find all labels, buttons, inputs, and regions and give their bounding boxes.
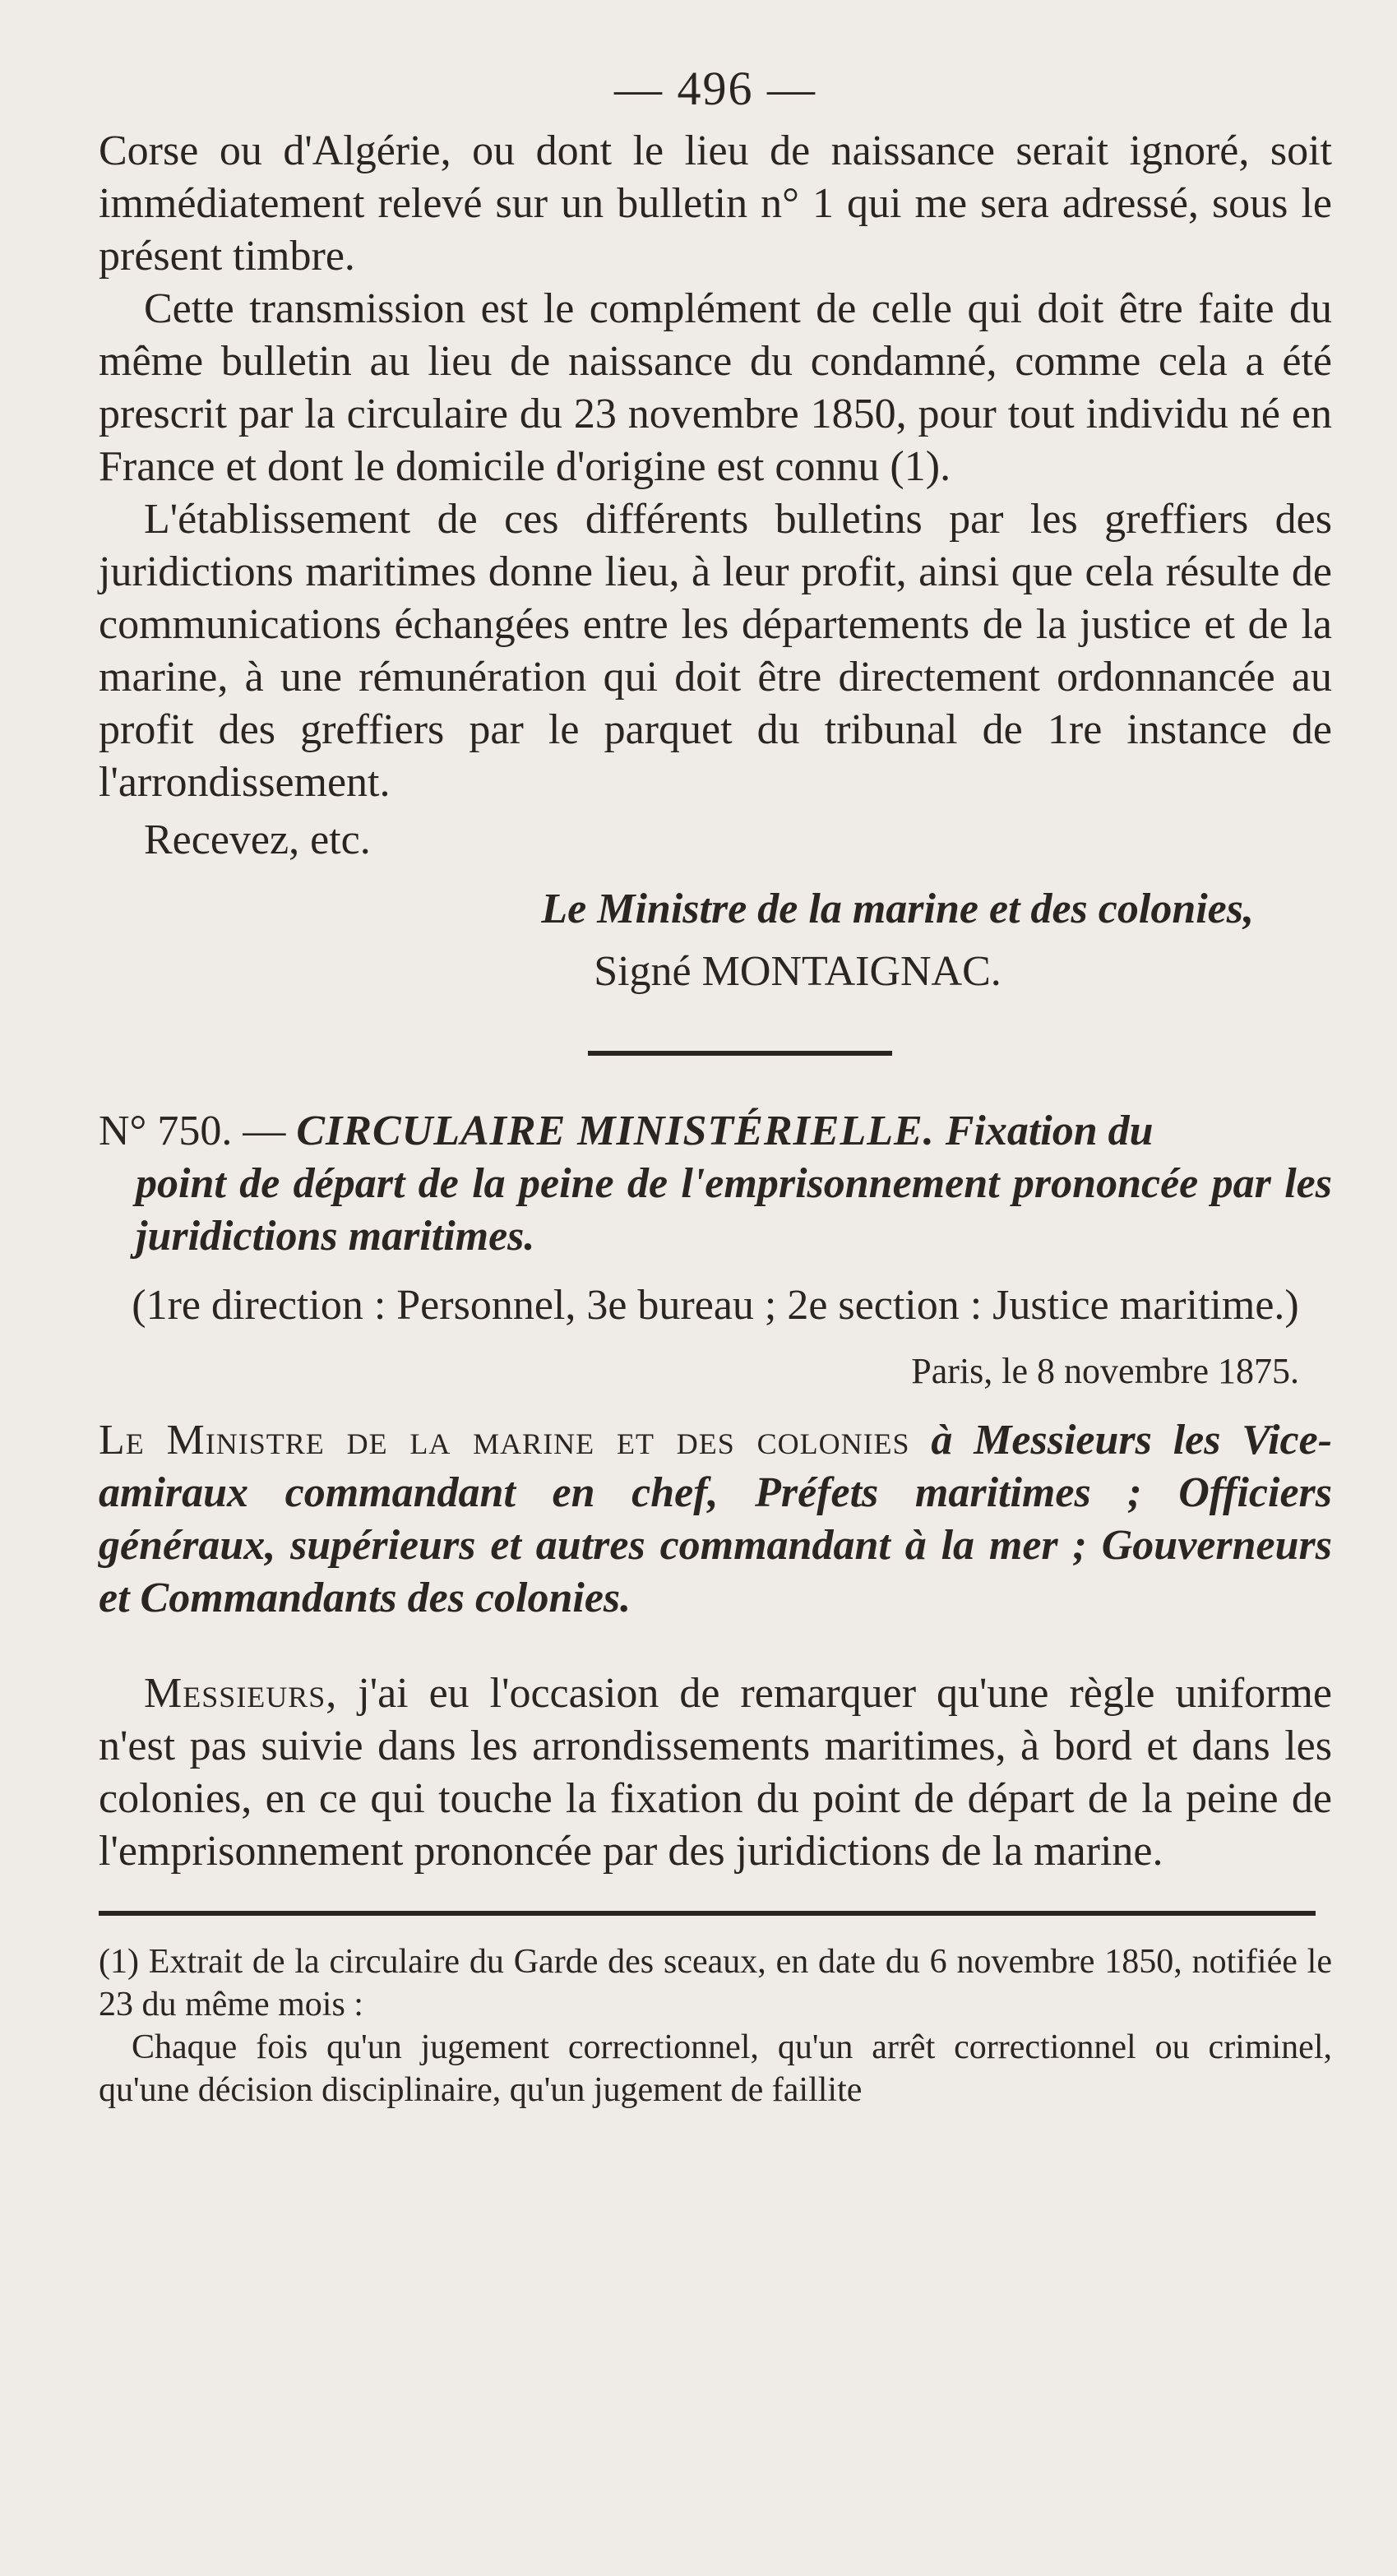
footnote-2: Chaque fois qu'un jugement correctionnel, qu'un arrêt correctionnel ou criminel, qu'une décision disciplinaire, qu'un jugement de faillite [99, 2028, 1332, 2109]
circular-body [99, 1667, 1332, 1878]
circular-direction: (1re direction : Personnel, 3e bureau ; 2e section : Justice maritime.) [132, 1282, 1299, 1329]
circular-subject: point de départ de la peine de l'emprisonnement prononcée par les juridictions maritimes. [136, 1160, 1332, 1260]
paragraph-continuation: Corse ou d'Algérie, ou dont le lieu de naissance serait ignoré, soit immédiatement relevé sur un bulletin n° 1 qui me sera adressé, sous le présent timbre. [99, 127, 1332, 280]
document-page [99, 58, 1332, 2111]
signature-title: Le Ministre de la marine et des colonies, [541, 886, 1254, 932]
paragraph-transmission: Cette transmission est le complément de celle qui doit être faite du même bulletin au lieu de naissance du condamné, comme cela a été prescrit par la circulaire du 23 novembre 1850, pour tout individu né en France et dont le domicile d'origine est connu (1). [99, 285, 1332, 490]
addressee-sender: Le Ministre de la marine et des colonies [99, 1417, 910, 1464]
circular-date: Paris, le 8 novembre 1875. [911, 1351, 1299, 1391]
closing-formula: Recevez, etc. [144, 816, 371, 863]
page-number: — 496 — [614, 62, 816, 115]
body-content: j'ai eu l'occasion de remarquer qu'une règle uniforme n'est pas suivie dans les arrondissements maritimes, à bord et dans les colonies, en ce qui touche la fixation du point de départ de la peine de l'emprisonnement prononcée par des juridictions de la marine. [99, 1670, 1332, 1875]
circular-subject-start: Fixation du [945, 1108, 1154, 1154]
section-divider [588, 1051, 892, 1056]
footnote-1: (1) Extrait de la circulaire du Garde des sceaux, en date du 6 novembre 1850, notifiée le 23 du même mois : [99, 1943, 1332, 2023]
addressee-recipients: à Messieurs les Vice-amiraux commandant en chef, Préfets maritimes ; Officiers généraux, supérieurs et autres commandant à la mer ; Gouverneurs et Commandants des colonies. [99, 1417, 1333, 1621]
circular-heading [99, 1105, 1332, 1263]
footnote-divider [99, 1911, 1316, 1916]
circular-number: N° 750. — [99, 1108, 286, 1154]
signature-name: Signé MONTAIGNAC. [594, 948, 1001, 995]
addressee [99, 1414, 1332, 1625]
circular-title: CIRCULAIRE MINISTÉRIELLE. [296, 1108, 935, 1154]
paragraph-bulletins: L'établissement de ces différents bulletins par les greffiers des juridictions maritimes donne lieu, à leur profit, ainsi que cela résulte de communications échangées entre les départements de la justice et de la marine, à une rémunération qui doit être directement ordonnancée au profit des greffiers par le parquet du tribunal de 1re instance de l'arrondissement. [99, 496, 1332, 806]
body-salutation: Messieurs, [144, 1670, 338, 1717]
